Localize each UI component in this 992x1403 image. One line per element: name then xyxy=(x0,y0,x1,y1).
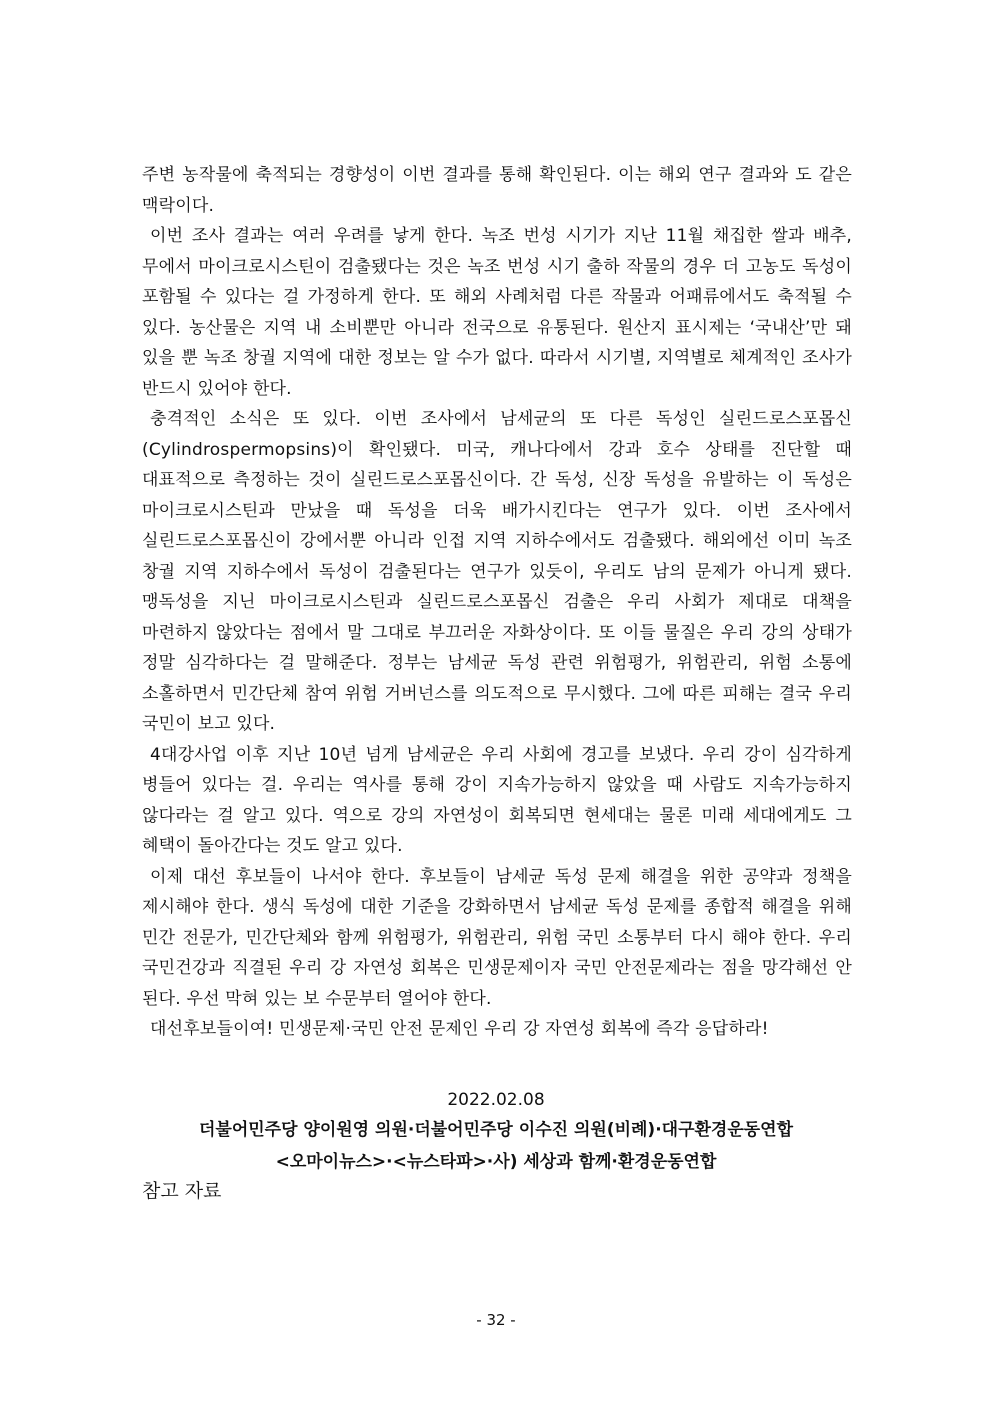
body-text xyxy=(142,160,852,1045)
page-number: - 32 - xyxy=(476,1311,516,1329)
document-date: 2022.02.08 xyxy=(447,1090,545,1110)
paragraph-cylindrospermopsin: 충격적인 소식은 또 있다. 이번 조사에서 남세균의 또 다른 독성인 실린드로스포몹신(Cylindrospermopsins)이 확인됐다. 미국, 캐나다에서 강과 호수 상태를 진단할 때 대표적으로 측정하는 것이 실린드로스포몹신이다. 간 독성, 신장 독성을 유발하는 이 독성은 마이크로시스틴과 만났을 때 독성을 더욱 배가시킨다는 연구가 있다. 이번 조사에서 실린드로스포몹신이 강에서뿐 아니라 인접 지역 지하수에서도 검출됐다. 해외에선 이미 녹조 창궐 지역 지하수에서 독성이 검출된다는 연구가 있듯이, 우리도 남의 문제가 아니게 됐다. 맹독성을 지닌 마이크로시스틴과 실린드로스포몹신 검출은 우리 사회가 제대로 대책을 마련하지 않았다는 점에서 말 그대로 부끄러운 자화상이다. 또 이들 물질은 우리 강의 상태가 정말 심각하다는 걸 말해준다. 정부는 남세균 독성 관련 위험평가, 위험관리, 위험 소통에 소홀하면서 민간단체 참여 위험 거버넌스를 의도적으로 무시했다. 그에 따른 피해는 결국 우리 국민이 보고 있다. xyxy=(142,409,852,734)
signatories-line-2: <오마이뉴스>·<뉴스타파>·사) 세상과 함께·환경운동연합 xyxy=(275,1152,717,1172)
paragraph-continuation: 주변 농작물에 축적되는 경향성이 이번 결과를 통해 확인된다. 이는 해외 연구 결과와 도 같은 맥락이다. xyxy=(142,165,852,216)
reference-heading: 참고 자료 xyxy=(142,1180,222,1202)
paragraph-appeal: 대선후보들이여! 민생문제·국민 안전 문제인 우리 강 자연성 회복에 즉각 응답하라! xyxy=(150,1019,769,1039)
signatories-line-1: 더불어민주당 양이원영 의원·더불어민주당 이수진 의원(비례)·대구환경운동연합 xyxy=(198,1120,794,1140)
paragraph-candidates: 이제 대선 후보들이 나서야 한다. 후보들이 남세균 독성 문제 해결을 위한 공약과 정책을 제시해야 한다. 생식 독성에 대한 기준을 강화하면서 남세균 독성 문제를 종합적 해결을 위해 민간 전문가, 민간단체와 함께 위험평가, 위험관리, 위험 국민 소통부터 다시 해야 한다. 우리 국민건강과 직결된 우리 강 자연성 회복은 민생문제이자 국민 안전문제라는 점을 망각해선 안 된다. 우선 막혀 있는 보 수문부터 열어야 한다. xyxy=(142,866,852,1009)
paragraph-four-rivers: 4대강사업 이후 지난 10년 넘게 남세균은 우리 사회에 경고를 보냈다. 우리 강이 심각하게 병들어 있다는 걸. 우리는 역사를 통해 강이 지속가능하지 않았을 때 사람도 지속가능하지 않다라는 걸 알고 있다. 역으로 강의 자연성이 회복되면 현세대는 물론 미래 세대에게도 그 혜택이 돌아간다는 것도 알고 있다. xyxy=(142,744,852,856)
paragraph-concerns: 이번 조사 결과는 여러 우려를 낳게 한다. 녹조 번성 시기가 지난 11월 채집한 쌀과 배추, 무에서 마이크로시스틴이 검출됐다는 것은 녹조 번성 시기 출하 작물의 경우 더 고농도 독성이 포함될 수 있다는 걸 가정하게 한다. 또 해외 사례처럼 다른 작물과 어패류에서도 축적될 수 있다. 농산물은 지역 내 소비뿐만 아니라 전국으로 유통된다. 원산지 표시제는 ‘국내산’만 돼 있을 뿐 녹조 창궐 지역에 대한 정보는 알 수가 없다. 따라서 시기별, 지역별로 체계적인 조사가 반드시 있어야 한다. xyxy=(142,226,852,399)
